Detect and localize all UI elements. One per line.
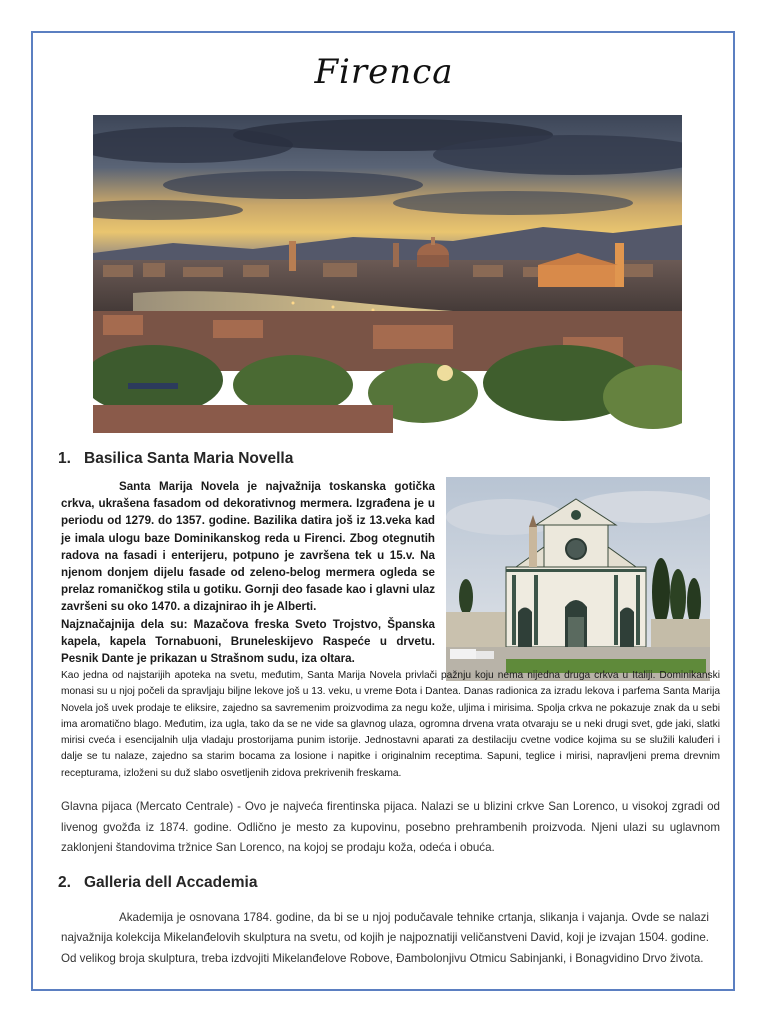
page-title: Firenca [314, 52, 454, 92]
section-2-number: 2. [58, 874, 71, 891]
section-2-title: Galleria dell Accademia [84, 874, 258, 891]
section-1-number: 1. [58, 450, 71, 467]
santa-maria-novella-image [446, 477, 710, 681]
section-1-heading [58, 450, 293, 468]
section-2-heading [58, 874, 257, 892]
section-1-paragraph-4: Glavna pijaca (Mercato Centrale) - Ovo je najveća firentinska pijaca. Nalazi se u blizini crkve San Lorenco, u visokoj zgradi od livenog gvožđa iz 1874. godine. Odlično je mesto za kupovinu, posebno prehrambenih proizvoda. Njeni ulazi su uglavnom zaklonjeni štandovima tržnice San Lorenco, na kojoj se prodaju koža, odeća i obuća. [61, 800, 720, 854]
section-1-title: Basilica Santa Maria Novella [84, 450, 294, 467]
section-1-paragraph-3: Kao jedna od najstarijih apoteka na svetu, međutim, Santa Marija Novela privlači pažnju koju nema nijedna druga crkva u Italiji. Dominikanski monasi su u njoj počeli da spravljaju biljne lekove još u 13. veku, u vreme Đota i Dantea. Danas radionica za izradu lekova i parfema Santa Marija Novela još uvek prodaje te eliksire, zajedno sa savremenim proizvodima za negu kože, uljima i mirisima. Spolja crkva ne pokazuje znak da u sebi ima aromatično blago. Međutim, iza ugla, tako da se ne vide sa glavnog ulaza, ogromna drvena vrata otvaraju se u neki drugi svet, gde jaki, slatki mirisi cveća i esencijalnih ulja vladaju prostorijama punim istorije. Jednostavni aparati za destilaciju cvetne vodice kojima su se služili kaluđeri i dalje se tu nalaze, zajedno sa starim bocama za losione i napitke i originalnim receptima. Sapuni, teglice i mirisi, napravljeni prema drevnim recepturama, izloženi su duž slabo osvetljenih zidova prekrivenih freskama. [61, 670, 720, 779]
section-2-paragraph-1: Akademija je osnovana 1784. godine, da bi se u njoj podučavale tehnike crtanja, slikanja i vajanja. Ovde se nalazi najvažnija kolekcija Mikelanđelovih skulptura na svetu, od kojih je najpoznatiji veličanstveni David, koji je izvajan 1504. godine. Od velikog broja skulptura, treba izdvojiti Mikelanđelove Robove, Đambolonjivu Otmicu Sabinjanki, i Bonagvidino Drvo života. [61, 911, 709, 965]
section-1-paragraph-2: Najznačajnija dela su: Mazačova freska Sveto Trojstvo, Španska kapela, kapela Tornabuoni, Bruneleskijevo Raspeće u drvetu. Pesnik Dante je prikazan u Strašnom sudu, iza oltara. [61, 618, 435, 666]
section-1-paragraph-1: Santa Marija Novela je najvažnija toskanska gotička crkva, ukrašena fasadom od dekorativnog mermera. Izgrađena je u periodu od 1279. do 1357. godine. Bazilika datira još iz 13.veka kad je imala ulogu baze Dominikanskog reda u Firenci. Zbog otegnutih radova na fasadi i enterijeru, potpuno je završena tek u 15.v. Na njenom donjem dijelu fasade od zeleno-belog mermera ogleda se prelaz romaničkog stila u gotiku. Gornji deo fasade kao i glavni ulaz završeni su oko 1470. a dizajnirao ih je Alberti. [61, 480, 435, 614]
florence-panorama-image [93, 115, 682, 433]
